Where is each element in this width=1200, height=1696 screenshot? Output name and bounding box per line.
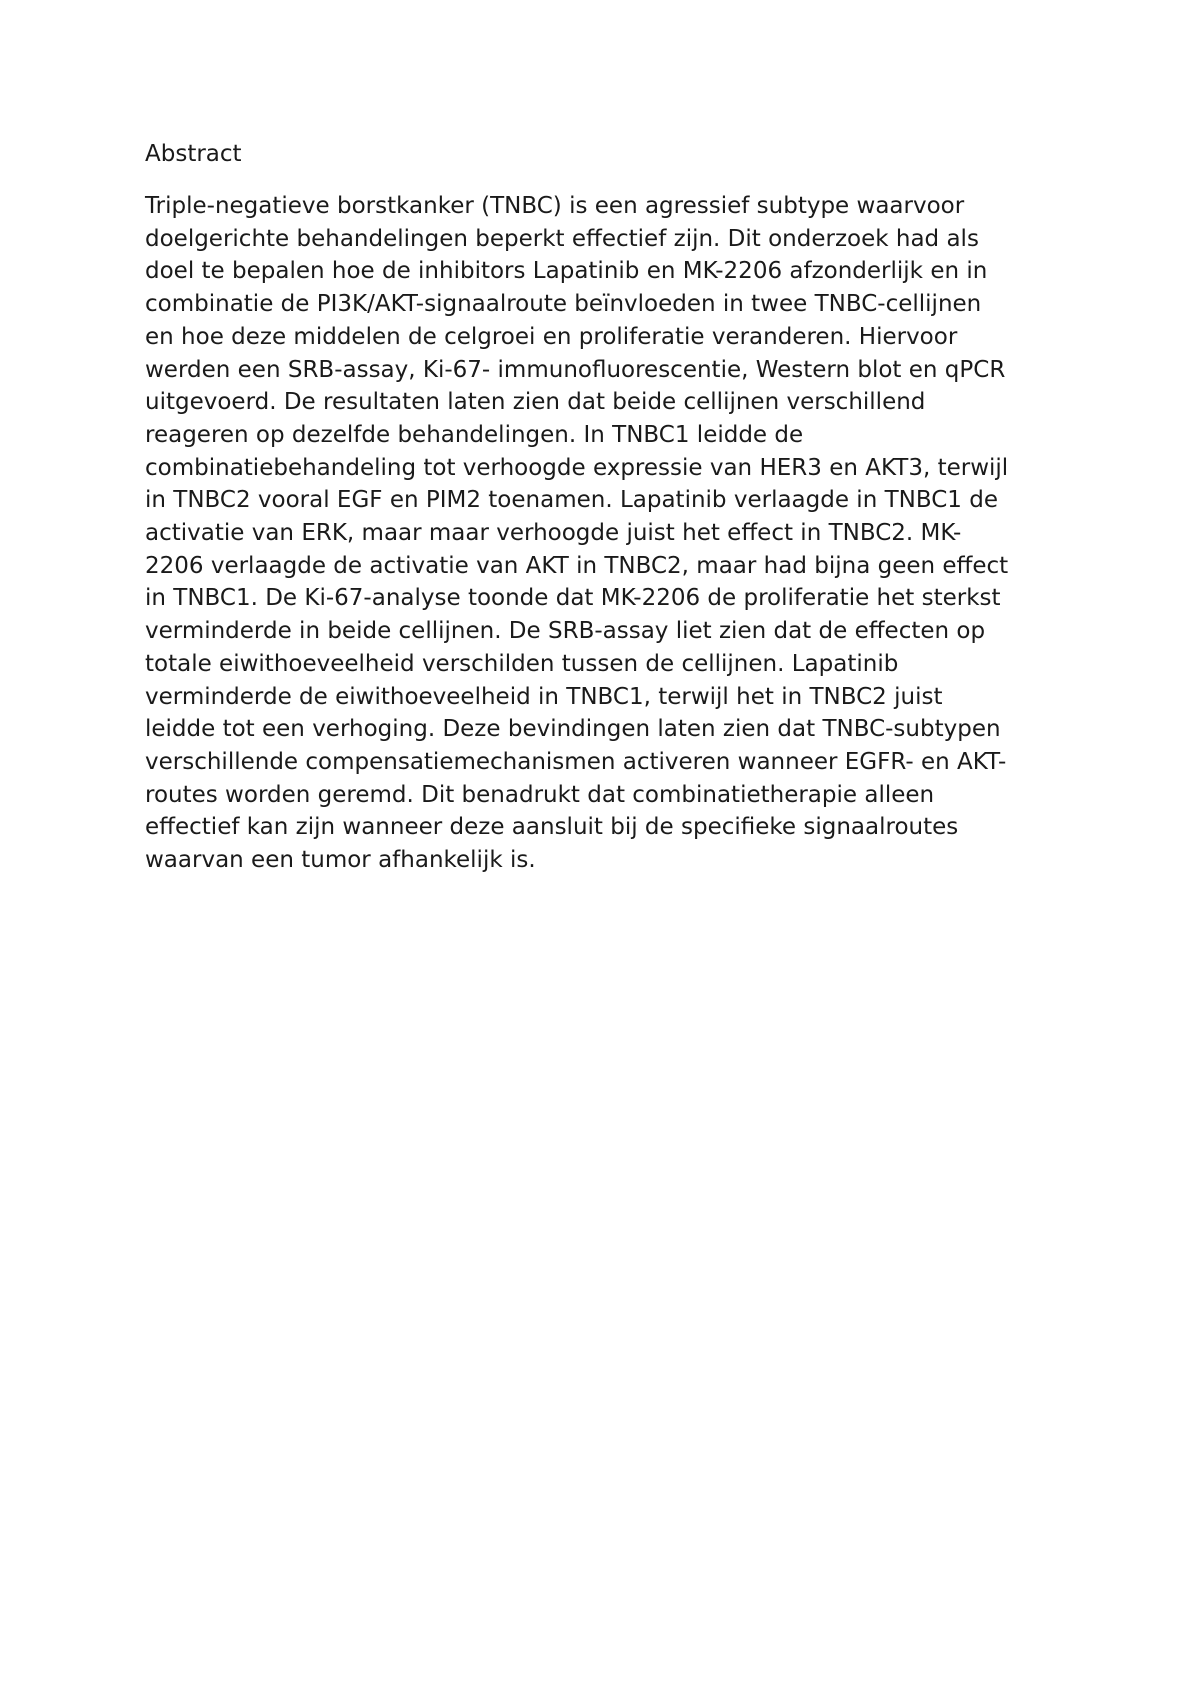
abstract-line: combinatiebehandeling tot verhoogde expressie van HER3 en AKT3, terwijl bbox=[145, 454, 1009, 481]
abstract-line: in TNBC2 vooral EGF en PIM2 toenamen. Lapatinib verlaagde in TNBC1 de bbox=[145, 487, 998, 514]
abstract-line: Triple-negatieve borstkanker (TNBC) is een agressief subtype waarvoor bbox=[145, 193, 965, 219]
abstract-line: reageren op dezelfde behandelingen. In TNBC1 leidde de bbox=[145, 421, 804, 448]
abstract-heading: Abstract bbox=[145, 141, 242, 167]
abstract-line: verminderde de eiwithoeveelheid in TNBC1, terwijl het in TNBC2 juist bbox=[145, 683, 943, 710]
abstract-line: werden een SRB-assay, Ki-67- immunofluorescentie, Western blot en qPCR bbox=[145, 356, 1006, 383]
abstract-line: waarvan een tumor afhankelijk is. bbox=[145, 847, 536, 874]
abstract-line: effectief kan zijn wanneer deze aansluit bij de specifieke signaalroutes bbox=[145, 814, 959, 841]
abstract-line: verschillende compensatiemechanismen activeren wanneer EGFR- en AKT- bbox=[145, 748, 1007, 775]
abstract-line: uitgevoerd. De resultaten laten zien dat beide cellijnen verschillend bbox=[145, 389, 926, 416]
abstract-line: doelgerichte behandelingen beperkt effectief zijn. Dit onderzoek had als bbox=[145, 225, 979, 252]
abstract-line: en hoe deze middelen de celgroei en proliferatie veranderen. Hiervoor bbox=[145, 323, 958, 350]
abstract-line: verminderde in beide cellijnen. De SRB-assay liet zien dat de effecten op bbox=[145, 618, 986, 645]
abstract-line: leidde tot een verhoging. Deze bevindingen laten zien dat TNBC-subtypen bbox=[145, 716, 1001, 743]
abstract-section bbox=[145, 138, 1065, 877]
abstract-line: routes worden geremd. Dit benadrukt dat combinatietherapie alleen bbox=[145, 781, 935, 808]
abstract-line: doel te bepalen hoe de inhibitors Lapatinib en MK-2206 afzonderlijk en in bbox=[145, 258, 988, 285]
abstract-line: totale eiwithoeveelheid verschilden tussen de cellijnen. Lapatinib bbox=[145, 650, 899, 677]
abstract-line: in TNBC1. De Ki-67-analyse toonde dat MK-2206 de proliferatie het sterkst bbox=[145, 585, 1001, 612]
abstract-line: 2206 verlaagde de activatie van AKT in TNBC2, maar had bijna geen effect bbox=[145, 552, 1009, 579]
abstract-body bbox=[145, 190, 1065, 877]
abstract-line: activatie van ERK, maar maar verhoogde juist het effect in TNBC2. MK- bbox=[145, 520, 962, 547]
abstract-line: combinatie de PI3K/AKT-signaalroute beïnvloeden in twee TNBC-cellijnen bbox=[145, 291, 982, 318]
